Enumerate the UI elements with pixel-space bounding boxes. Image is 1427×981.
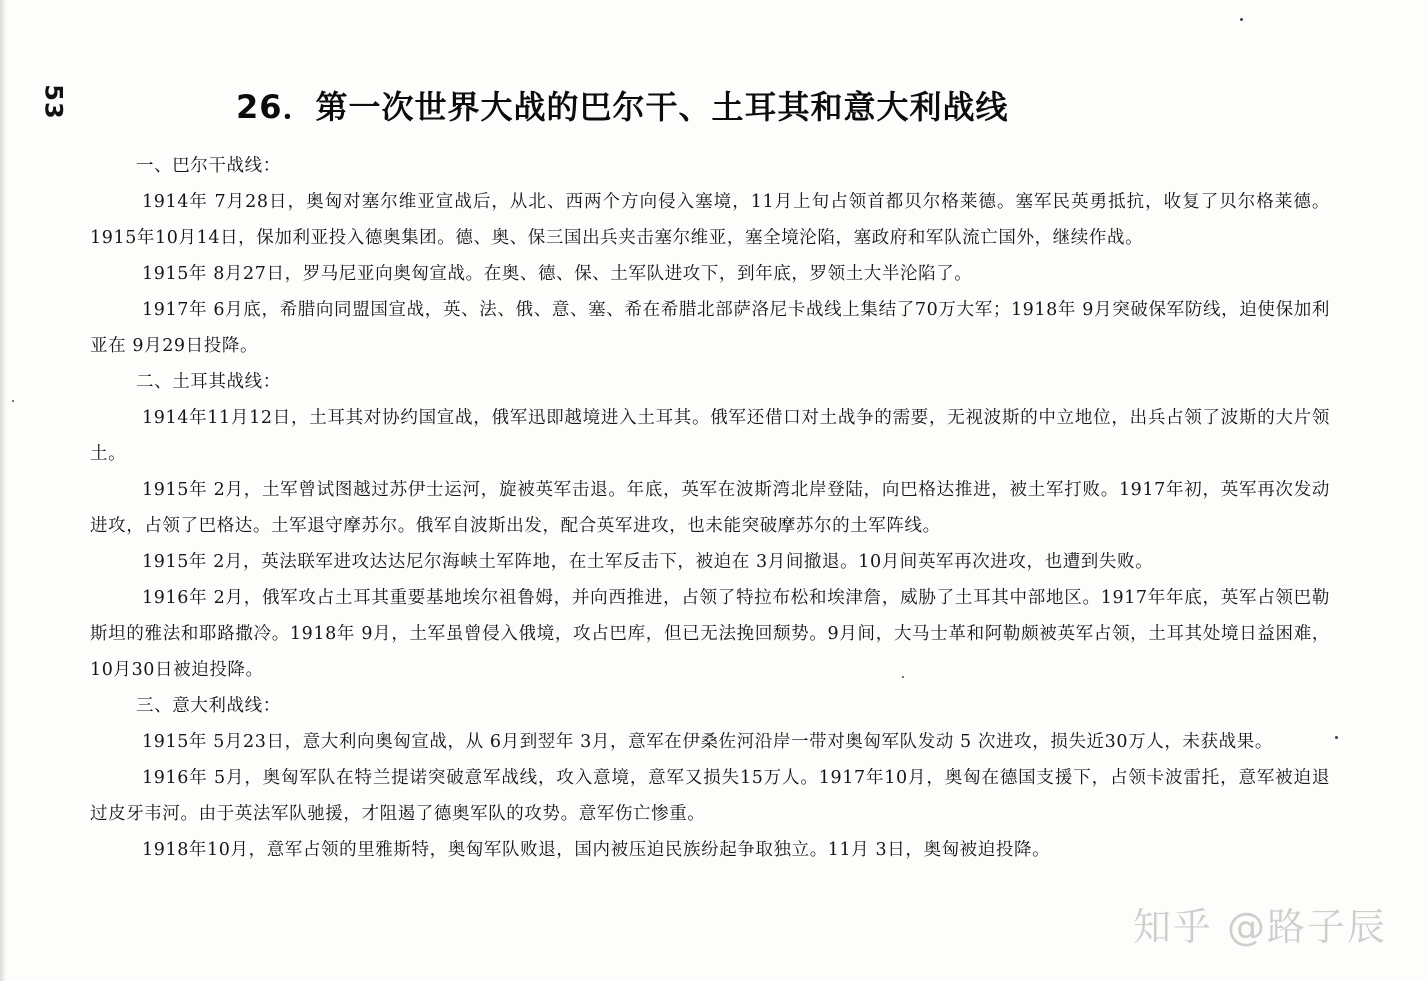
scan-speck [1335,736,1338,739]
watermark: 知乎 @路子辰 [1132,905,1387,949]
section-heading-turkey: 二、土耳其战线： [136,372,281,392]
paragraph: 1914年 7月28日，奥匈对塞尔维亚宣战后，从北、西两个方向侵入塞境，11月上旬占领首都贝尔格莱德。塞军民英勇抵抗，收复了贝尔格莱德。1915年10月14日，保加利亚投入德奥集团。德、奥、保三国出兵夹击塞尔维亚，塞全境沦陷，塞政府和军队流亡国外，继续作战。 [90,192,1330,248]
paragraph: 1915年 5月23日，意大利向奥匈宣战，从 6月到翌年 3月，意军在伊桑佐河沿岸一带对奥匈军队发动 5 次进攻，损失近30万人，未获战果。 [142,732,1273,752]
scan-edge [0,0,6,981]
paragraph: 1915年 8月27日，罗马尼亚向奥匈宣战。在奥、德、保、土军队进攻下，到年底，罗领土大半沦陷了。 [142,264,973,284]
paragraph: 1914年11月12日，土耳其对协约国宣战，俄军迅即越境进入土耳其。俄军还借口对土战争的需要，无视波斯的中立地位，出兵占领了波斯的大片领土。 [90,408,1330,464]
paragraph: 1915年 2月，土军曾试图越过苏伊士运河，旋被英军击退。年底，英军在波斯湾北岸登陆，向巴格达推进，被土军打败。1917年初，英军再次发动进攻，占领了巴格达。土军退守摩苏尔。俄军自波斯出发，配合英军进攻，也未能突破摩苏尔的土军阵线。 [90,480,1330,536]
paragraph: 1918年10月，意军占领的里雅斯特，奥匈军队败退，国内被压迫民族纷起争取独立。11月 3日，奥匈被迫投降。 [142,840,1051,860]
scan-speck [902,676,904,678]
paragraph: 1915年 2月，英法联军进攻达达尼尔海峡土军阵地，在土军反击下，被迫在 3月间撤退。10月间英军再次进攻，也遭到失败。 [142,552,1154,572]
scan-speck [1240,18,1243,21]
article-body [90,148,1330,868]
page-title: 26．第一次世界大战的巴尔干、土耳其和意大利战线 [236,88,1009,126]
paragraph: 1917年 6月底，希腊向同盟国宣战，英、法、俄、意、塞、希在希腊北部萨洛尼卡战线上集结了70万大军；1918年 9月突破保军防线，迫使保加利亚在 9月29日投降。 [90,300,1330,356]
section-heading-italy: 三、意大利战线： [136,696,281,716]
page-number: 53 [39,84,68,120]
paragraph: 1916年 2月，俄军攻占土耳其重要基地埃尔祖鲁姆，并向西推进，占领了特拉布松和埃津詹，威胁了土耳其中部地区。1917年年底，英军占领巴勒斯坦的雅法和耶路撒冷。1918年 9月，土军虽曾侵入俄境，攻占巴库，但已无法挽回颓势。9月间，大马士革和阿勒颇被英军占领，土耳其处境日益困难，10月30日被迫投降。 [90,588,1330,680]
section-heading-balkan: 一、巴尔干战线： [136,156,281,176]
paragraph: 1916年 5月，奥匈军队在特兰提诺突破意军战线，攻入意境，意军又损失15万人。1917年10月，奥匈在德国支援下，占领卡波雷托，意军被迫退过皮牙韦河。由于英法军队驰援，才阻遏了德奥军队的攻势。意军伤亡惨重。 [90,768,1330,824]
scan-speck [12,400,14,402]
